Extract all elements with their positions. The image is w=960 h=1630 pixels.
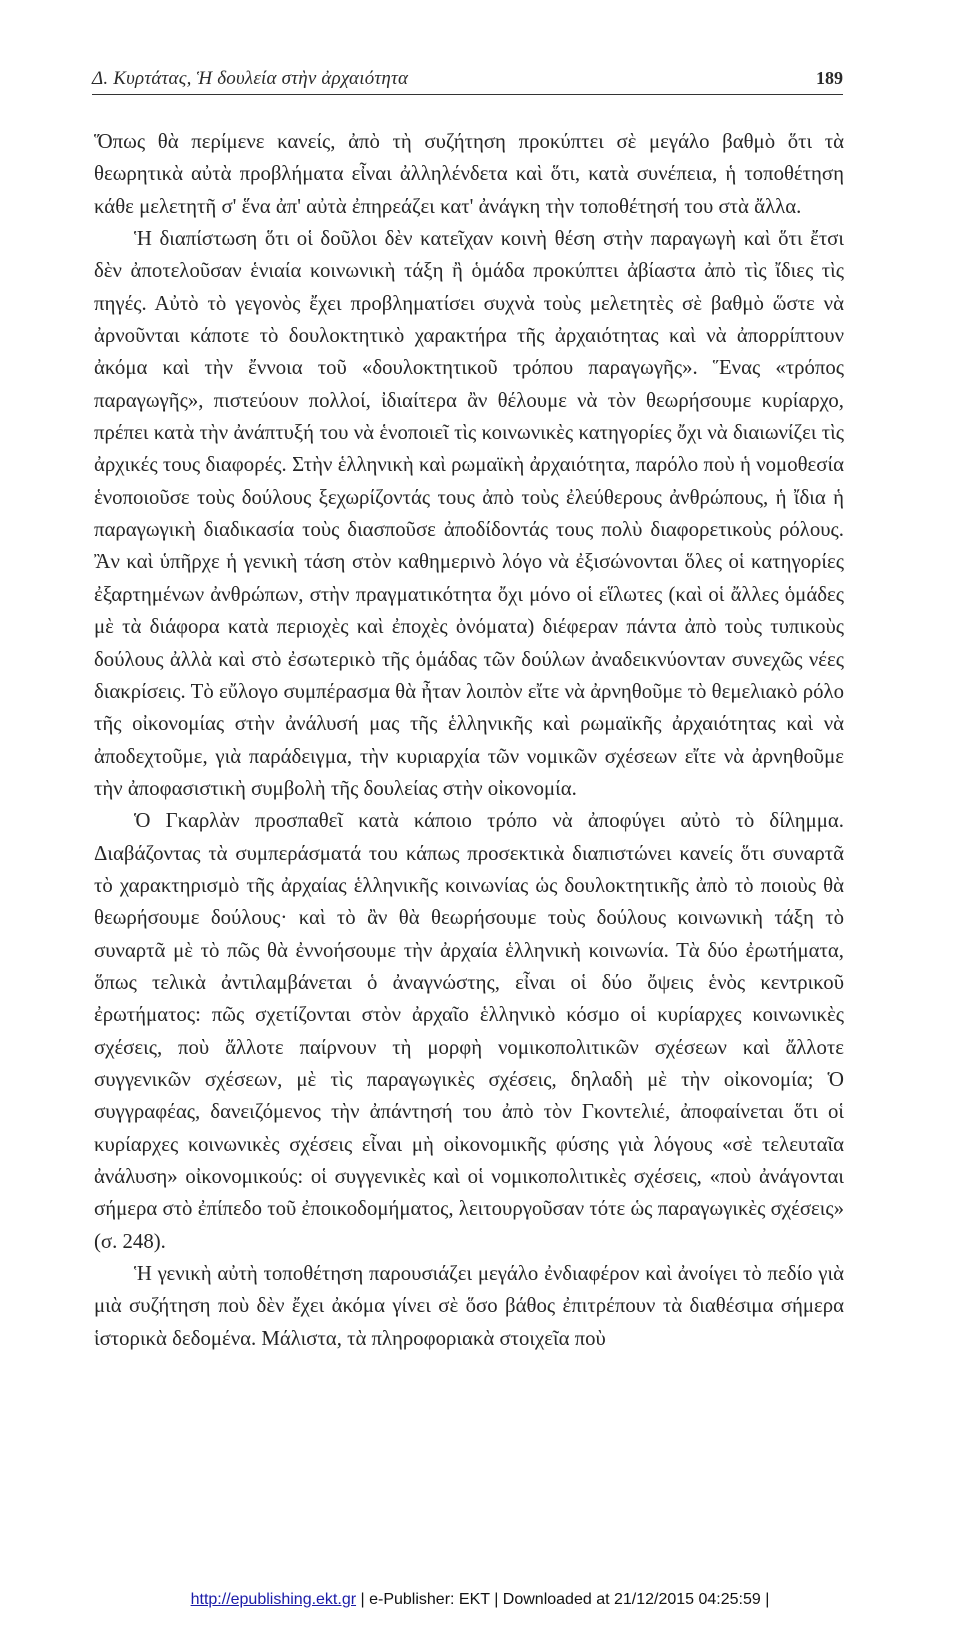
footer-info: | e-Publisher: EKT | Downloaded at 21/12/2015 04:25:59 | bbox=[356, 1591, 770, 1608]
running-title: Δ. Κυρτάτας, Ἡ δουλεία στὴν ἀρχαιότητα bbox=[92, 68, 409, 89]
paragraph-3: Ὁ Γκαρλὰν προσπαθεῖ κατὰ κάποιο τρόπο νὰ ἀποφύγει αὐτὸ τὸ δίλημμα. Διαβάζοντας τὰ συμπεράσματά του κάπως προσεκτικὰ διαπιστώνει κανείς ὅτι συναρτᾶ τὸ χαρακτηρισμὸ τῆς ἀρχαίας ἑλληνικῆς κοινωνίας ὡς δουλοκτητικῆς ἀπὸ τὸ ποιοὺς θὰ θεωρήσουμε δούλους· καὶ τὸ ἂν θὰ θεωρήσουμε τοὺς δούλους κοινωνικὴ τάξη τὸ συναρτᾶ μὲ τὸ πῶς θὰ ἐννοήσουμε τὴν ἀρχαία ἑλληνικὴ κοινωνία. Τὰ δύο ἐρωτήματα, ὅπως τελικὰ ἀντιλαμβάνεται ὁ ἀναγνώστης, εἶναι οἱ δύο ὄψεις ἑνὸς κεντρικοῦ ἐρωτήματος: πῶς σχετίζονται στὸν ἀρχαῖο ἑλληνικὸ κόσμο οἱ κυρίαρχες κοινωνικὲς σχέσεις, ποὺ ἄλλοτε παίρνουν τὴ μορφὴ νομικοπολιτικῶν σχέσεων καὶ ἄλλοτε συγγενικῶν σχέσεων, μὲ τὶς παραγωγικὲς σχέσεις, δηλαδὴ μὲ τὴν οἰκονομία; Ὁ συγγραφέας, δανειζόμενος τὴν ἀπάντησή του ἀπὸ τὸν Γκοντελιέ, ἀποφαίνεται ὅτι οἱ κυρίαρχες κοινωνικὲς σχέσεις εἶναι μὴ οἰκονομικῆς φύσης γιὰ λόγους «σὲ τελευταῖα ἀνάλυση» οἰκονομικούς: οἱ συγγενικὲς καὶ οἱ νομικοπολιτικὲς σχέσεις, «ποὺ ἀνάγονται σήμερα στὸ ἐπίπεδο τοῦ ἐποικοδομήματος, λειτουργοῦσαν τότε ὡς παραγωγικὲς σχέσεις» (σ. 248). bbox=[94, 809, 844, 1253]
download-footer bbox=[0, 1591, 960, 1609]
epublishing-link[interactable]: http://epublishing.ekt.gr bbox=[190, 1591, 357, 1608]
body-text bbox=[94, 126, 844, 1355]
paragraph-4: Ἡ γενικὴ αὐτὴ τοποθέτηση παρουσιάζει μεγάλο ἐνδιαφέρον καὶ ἀνοίγει τὸ πεδίο γιὰ μιὰ συζήτηση ποὺ δὲν ἔχει ἀκόμα γίνει σὲ ὅσο βάθος ἐπιτρέπουν τὰ διαθέσιμα σήμερα ἱστορικὰ δεδομένα. Μάλιστα, τὰ πληροφοριακὰ στοιχεῖα ποὺ bbox=[94, 1262, 844, 1350]
page-number: 189 bbox=[816, 68, 843, 88]
running-header bbox=[92, 66, 843, 95]
paragraph-1: Ὅπως θὰ περίμενε κανείς, ἀπὸ τὴ συζήτηση προκύπτει σὲ μεγάλο βαθμὸ ὅτι τὰ θεωρητικὰ αὐτὰ προβλήματα εἶναι ἀλληλένδετα καὶ ὅτι, κατὰ συνέπεια, ἡ τοποθέτηση κάθε μελετητῆ σ' ἕνα ἀπ' αὐτὰ ἐπηρεάζει κατ' ἀνάγκη τὴν τοποθέτησή του στὰ ἄλλα. bbox=[94, 130, 844, 218]
paragraph-2: Ἡ διαπίστωση ὅτι οἱ δοῦλοι δὲν κατεῖχαν κοινὴ θέση στὴν παραγωγὴ καὶ ὅτι ἔτσι δὲν ἀποτελοῦσαν ἑνιαία κοινωνικὴ τάξη ἢ ὁμάδα προκύπτει ἀβίαστα ἀπὸ τὶς ἴδιες τὶς πηγές. Αὐτὸ τὸ γεγονὸς ἔχει προβληματίσει συχνὰ τοὺς μελετητὲς σὲ βαθμὸ ὥστε νὰ ἀρνοῦνται κάποτε τὸ δουλοκτητικὸ χαρακτήρα τῆς ἀρχαιότητας καὶ νὰ ἀπορρίπτουν ἀκόμα καὶ τὴν ἔννοια τοῦ «δουλοκτητικοῦ τρόπου παραγωγῆς». Ἕνας «τρόπος παραγωγῆς», πιστεύουν πολλοί, ἰδιαίτερα ἂν θέλουμε νὰ τὸν θεωρήσουμε κυρίαρχο, πρέπει κατὰ τὴν ἀνάπτυξή του νὰ ἑνοποιεῖ τὶς κοινωνικὲς κατηγορίες ὄχι νὰ διαιωνίζει τὶς ἀρχικές τους διαφορές. Στὴν ἑλληνικὴ καὶ ρωμαϊκὴ ἀρχαιότητα, παρόλο ποὺ ἡ νομοθεσία ἑνοποιοῦσε τοὺς δούλους ξεχωρίζοντάς τους ἀπὸ τοὺς ἐλεύθερους ἀνθρώπους, ἡ ἴδια ἡ παραγωγικὴ διαδικασία τοὺς διασποῦσε ἀποδίδοντάς τους πολὺ διαφορετικοὺς ρόλους. Ἂν καὶ ὑπῆρχε ἡ γενικὴ τάση στὸν καθημερινὸ λόγο νὰ ἐξισώνονται ὅλες οἱ κατηγορίες ἐξαρτημένων ἀνθρώπων, στὴν πραγματικότητα ὄχι μόνο οἱ εἵλωτες (καὶ οἱ ἄλλες ὁμάδες μὲ τὰ διάφορα κατὰ περιοχὲς καὶ ἐποχὲς ὀνόματα) διέφεραν πάντα ἀπὸ τοὺς τυπικοὺς δούλους ἀλλὰ καὶ στὸ ἐσωτερικὸ τῆς ὁμάδας τῶν δούλων ἀναδεικνύονταν συνεχῶς νέες διακρίσεις. Τὸ εὔλογο συμπέρασμα θὰ ἦταν λοιπὸν εἴτε νὰ ἀρνηθοῦμε τὸ θεμελιακὸ ρόλο τῆς οἰκονομίας στὴν ἀνάλυσή μας τῆς ἑλληνικῆς καὶ ρωμαϊκῆς ἀρχαιότητας καὶ νὰ ἀποδεχτοῦμε, γιὰ παράδειγμα, τὴν κυριαρχία τῶν νομικῶν σχέσεων εἴτε νὰ ἀρνηθοῦμε τὴν ἀποφασιστικὴ συμβολὴ τῆς δουλείας στὴν οἰκονομία. bbox=[94, 227, 844, 800]
